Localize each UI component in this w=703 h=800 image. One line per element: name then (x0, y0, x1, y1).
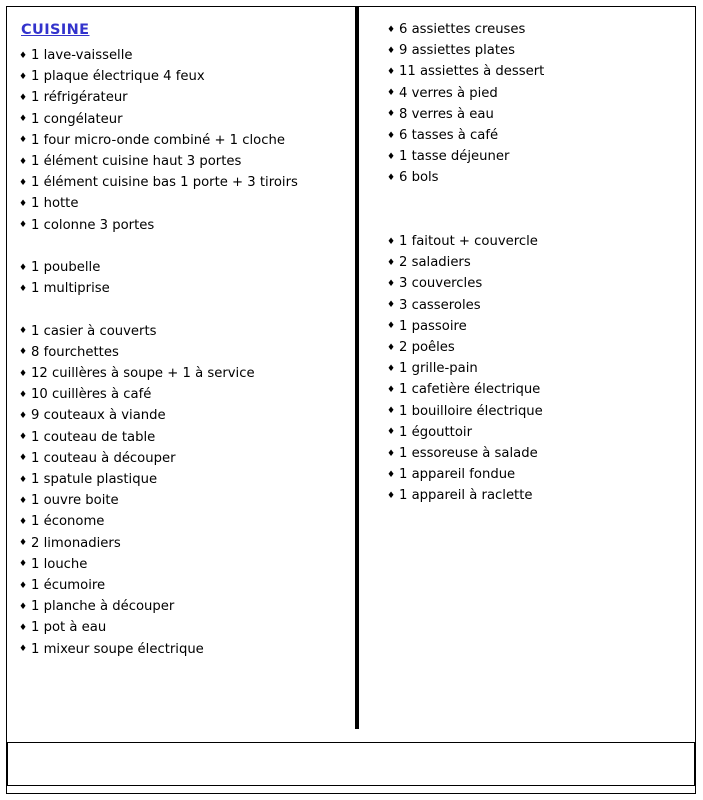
list-item: ♦ 1 mixeur soupe électrique (19, 639, 355, 660)
list-item: ♦ 1 lave-vaisselle (19, 45, 355, 66)
list-item: ♦ 9 couteaux à viande (19, 405, 355, 426)
list-item: ♦ 3 couvercles (387, 273, 695, 294)
list-item: ♦ 1 essoreuse à salade (387, 443, 695, 464)
list-spacer (387, 189, 695, 210)
list-item: ♦ 1 bouilloire électrique (387, 401, 695, 422)
list-item: ♦ 1 plaque électrique 4 feux (19, 66, 355, 87)
list-spacer (387, 210, 695, 231)
right-column-list (387, 19, 695, 507)
page-title: CUISINE (21, 22, 90, 38)
list-item: ♦ 2 saladiers (387, 252, 695, 273)
list-item: ♦ 3 casseroles (387, 295, 695, 316)
list-spacer (19, 299, 355, 320)
list-item: ♦ 1 écumoire (19, 575, 355, 596)
list-item: ♦ 1 cafetière électrique (387, 379, 695, 400)
list-item: ♦ 2 limonadiers (19, 533, 355, 554)
list-item: ♦ 1 four micro-onde combiné + 1 cloche (19, 130, 355, 151)
list-item: ♦ 6 assiettes creuses (387, 19, 695, 40)
list-item: ♦ 1 planche à découper (19, 596, 355, 617)
list-item: ♦ 1 congélateur (19, 109, 355, 130)
list-item: ♦ 1 poubelle (19, 257, 355, 278)
list-item: ♦ 1 louche (19, 554, 355, 575)
list-item: ♦ 12 cuillères à soupe + 1 à service (19, 363, 355, 384)
list-item: ♦ 1 multiprise (19, 278, 355, 299)
document-content (7, 7, 695, 729)
list-item: ♦ 1 hotte (19, 193, 355, 214)
list-item: ♦ 1 égouttoir (387, 422, 695, 443)
list-item: ♦ 8 verres à eau (387, 104, 695, 125)
list-item: ♦ 1 appareil à raclette (387, 485, 695, 506)
list-item: ♦ 1 passoire (387, 316, 695, 337)
left-column (7, 7, 355, 729)
list-item: ♦ 1 colonne 3 portes (19, 215, 355, 236)
list-item: ♦ 1 couteau de table (19, 427, 355, 448)
right-column (359, 7, 695, 729)
list-item: ♦ 1 élément cuisine haut 3 portes (19, 151, 355, 172)
list-item: ♦ 8 fourchettes (19, 342, 355, 363)
list-item: ♦ 1 tasse déjeuner (387, 146, 695, 167)
list-item: ♦ 1 pot à eau (19, 617, 355, 638)
list-item: ♦ 1 élément cuisine bas 1 porte + 3 tiroirs (19, 172, 355, 193)
list-item: ♦ 1 couteau à découper (19, 448, 355, 469)
list-item: ♦ 1 faitout + couvercle (387, 231, 695, 252)
list-spacer (19, 236, 355, 257)
list-item: ♦ 9 assiettes plates (387, 40, 695, 61)
list-item: ♦ 11 assiettes à dessert (387, 61, 695, 82)
list-item: ♦ 1 appareil fondue (387, 464, 695, 485)
left-column-list (19, 45, 355, 660)
list-item: ♦ 1 économe (19, 511, 355, 532)
list-item: ♦ 1 ouvre boite (19, 490, 355, 511)
list-item: ♦ 1 grille-pain (387, 358, 695, 379)
list-item: ♦ 10 cuillères à café (19, 384, 355, 405)
list-item: ♦ 6 tasses à café (387, 125, 695, 146)
list-item: ♦ 4 verres à pied (387, 83, 695, 104)
list-item: ♦ 1 casier à couverts (19, 321, 355, 342)
bottom-note-box (7, 742, 695, 786)
list-item: ♦ 1 spatule plastique (19, 469, 355, 490)
list-item: ♦ 2 poêles (387, 337, 695, 358)
list-item: ♦ 1 réfrigérateur (19, 87, 355, 108)
list-item: ♦ 6 bols (387, 167, 695, 188)
